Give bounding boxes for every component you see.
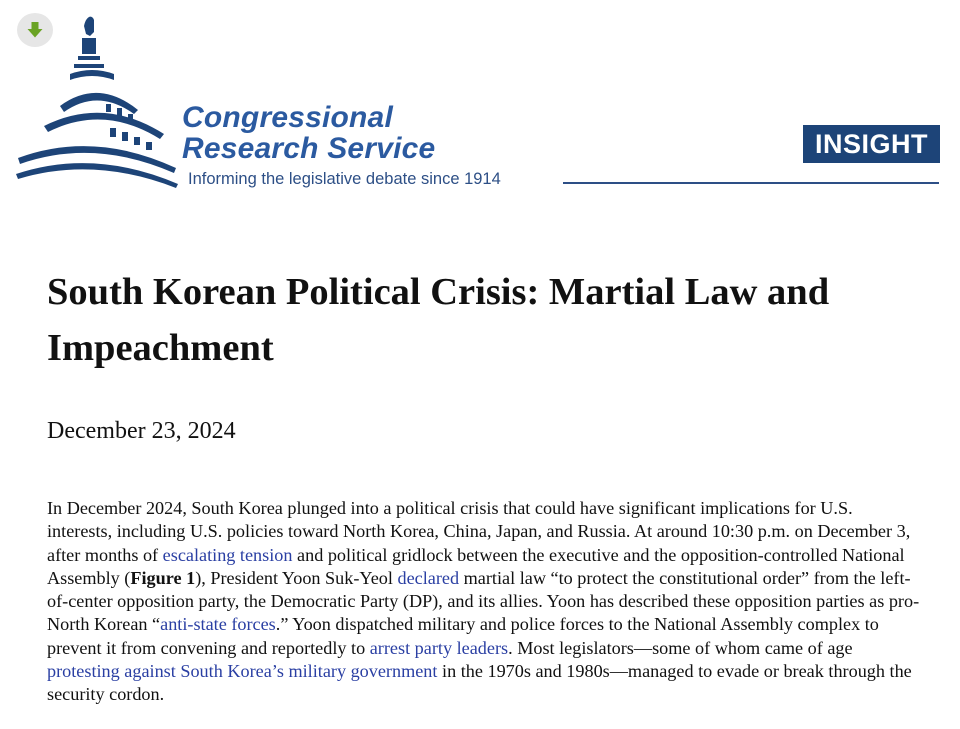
para-text-2: and political gridlock between the executive and the opposition-controlled National Assembly (: [47, 544, 905, 588]
link-declared[interactable]: declared: [397, 567, 460, 588]
link-anti-state-forces[interactable]: anti-state forces: [160, 614, 276, 635]
page-title: South Korean Political Crisis: Martial Law and Impeachment: [47, 271, 830, 369]
para-text-6: . Most legislators—some of whom came of age: [508, 637, 853, 658]
insight-badge: INSIGHT: [803, 125, 940, 163]
para-text-5: .” Yoon dispatched military and police forces to the National Assembly complex to prevent it from convening and reportedly to: [47, 614, 879, 658]
para-text-4: martial law “to protect the constitutional order” from the left-of-center opposition party, the Democratic Party (DP), and its allies. Yoon has described these opposition parties as pro-North Korean “: [47, 567, 920, 635]
figure-reference: Figure 1: [130, 567, 196, 588]
link-protesting-military-government[interactable]: protesting against South Korea’s military government: [47, 661, 438, 682]
publication-date: December 23, 2024: [47, 418, 236, 444]
para-text-7: in the 1970s and 1980s—managed to evade or break through the security cordon.: [47, 661, 912, 705]
capitol-dome-logo: [14, 8, 184, 193]
header-rule: [563, 182, 939, 184]
body-paragraph: [47, 497, 922, 707]
link-escalating-tension[interactable]: escalating tension: [162, 544, 293, 565]
org-name: [182, 102, 435, 164]
org-name-line2: Research Service: [182, 132, 436, 165]
para-text-3: ), President Yoon Suk-Yeol: [195, 567, 398, 588]
tagline: Informing the legislative debate since 1914: [188, 170, 501, 188]
para-text-1: In December 2024, South Korea plunged into a political crisis that could have significant implications for U.S. interests, including U.S. policies toward North Korea, China, Japan, and Russia. At around 10:30 p.m. on December 3, after months of: [47, 498, 911, 565]
link-arrest-party-leaders[interactable]: arrest party leaders: [369, 637, 509, 658]
org-name-line1: Congressional: [182, 101, 393, 134]
